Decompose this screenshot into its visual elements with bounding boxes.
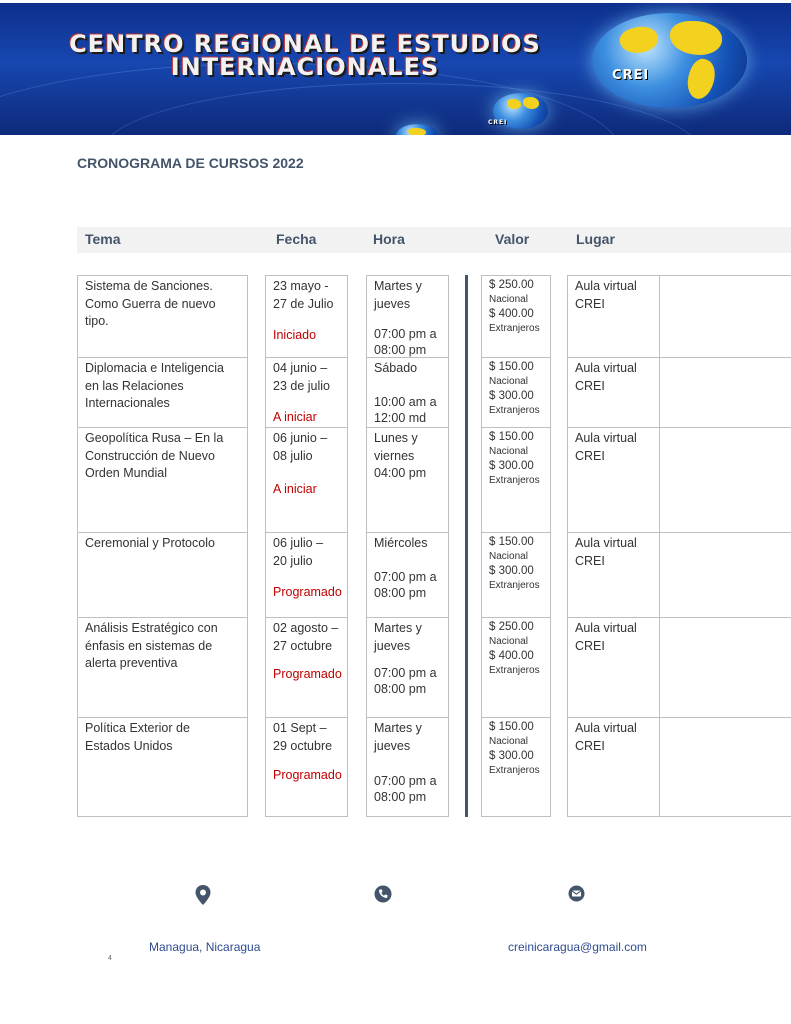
- row-separator: [567, 357, 791, 358]
- course-topic: [85, 278, 216, 331]
- course-status: Programado: [273, 768, 342, 782]
- course-status: A iniciar: [273, 482, 317, 496]
- course-location-line: CREI: [575, 378, 605, 393]
- course-location: [575, 535, 637, 570]
- table-header-bar: [77, 227, 791, 253]
- row-separator: [481, 617, 551, 618]
- course-location-line: Aula virtual: [575, 431, 637, 445]
- course-dates-line: 01 Sept –: [273, 721, 327, 735]
- course-dates-line: 23 mayo -: [273, 279, 329, 293]
- course-time-line: 12:00 md: [374, 411, 427, 425]
- course-days-line: jueves: [374, 738, 411, 753]
- course-topic: [85, 430, 223, 483]
- course-days: [374, 720, 422, 755]
- course-days-line: Martes y: [374, 279, 422, 293]
- header-lugar: Lugar: [576, 231, 615, 247]
- course-topic: [85, 620, 218, 673]
- course-topic: [85, 535, 215, 553]
- course-location-line: CREI: [575, 553, 605, 568]
- course-dates-line: 06 junio –: [273, 431, 328, 445]
- course-days: [374, 430, 426, 483]
- row-separator: [567, 717, 791, 718]
- course-price: [489, 720, 540, 778]
- price-national-label: Nacional: [489, 736, 528, 747]
- course-time-line: 08:00 pm: [374, 790, 427, 804]
- row-separator: [265, 427, 348, 428]
- price-national: $ 150.00: [489, 361, 534, 373]
- course-location: [575, 720, 637, 755]
- price-national: $ 150.00: [489, 536, 534, 548]
- globe-land: [670, 21, 722, 55]
- course-time: [374, 665, 437, 697]
- price-foreign: $ 300.00: [489, 460, 534, 472]
- course-time-line: 10:00 am a: [374, 395, 437, 409]
- price-foreign: $ 300.00: [489, 750, 534, 762]
- course-location-line: CREI: [575, 738, 605, 753]
- course-time-line: 08:00 pm: [374, 586, 427, 600]
- course-dates-line: 27 octubre: [273, 638, 333, 653]
- globe-land: [523, 97, 539, 109]
- course-dates: [273, 535, 323, 570]
- map-pin-icon: [194, 884, 212, 911]
- course-days: [374, 360, 417, 378]
- course-location-line: Aula virtual: [575, 621, 637, 635]
- course-location-line: CREI: [575, 296, 605, 311]
- globe-land: [507, 99, 521, 109]
- price-foreign-label: Extranjeros: [489, 405, 540, 416]
- course-days-line: viernes: [374, 448, 415, 463]
- price-national: $ 150.00: [489, 721, 534, 733]
- course-days: [374, 278, 422, 313]
- header-valor: Valor: [495, 231, 530, 247]
- price-foreign: $ 300.00: [489, 390, 534, 402]
- logo-text: CREI: [612, 68, 650, 83]
- price-foreign-label: Extranjeros: [489, 475, 540, 486]
- price-foreign: $ 400.00: [489, 308, 534, 320]
- price-foreign-label: Extranjeros: [489, 765, 540, 776]
- course-time-line: 07:00 pm a: [374, 570, 437, 584]
- course-dates: [273, 278, 333, 313]
- price-national-label: Nacional: [489, 294, 528, 305]
- course-days-line: jueves: [374, 638, 411, 653]
- course-time-line: 07:00 pm a: [374, 774, 437, 788]
- course-time-line: 07:00 pm a: [374, 327, 437, 341]
- course-dates: [273, 430, 327, 465]
- row-separator: [77, 532, 248, 533]
- row-separator: [265, 717, 348, 718]
- course-days-line: 04:00 pm: [374, 466, 427, 480]
- price-national-label: Nacional: [489, 551, 528, 562]
- globe-land: [682, 56, 720, 102]
- email-icon: [568, 885, 585, 907]
- row-separator: [265, 357, 348, 358]
- globe-land: [617, 23, 660, 58]
- course-time-line: 08:00 pm: [374, 682, 427, 696]
- header-fecha: Fecha: [276, 231, 317, 247]
- row-separator: [481, 717, 551, 718]
- course-topic-line: Sistema de Sanciones.: [85, 279, 213, 293]
- phone-icon: [374, 885, 392, 908]
- course-dates-line: 23 de julio: [273, 378, 330, 393]
- row-separator: [366, 532, 449, 533]
- course-dates-line: 27 de Julio: [273, 296, 334, 311]
- price-foreign-label: Extranjeros: [489, 665, 540, 676]
- course-time: [374, 326, 437, 358]
- price-national-label: Nacional: [489, 636, 528, 647]
- course-topic-line: alerta preventiva: [85, 656, 178, 670]
- course-status: A iniciar: [273, 410, 317, 424]
- course-location: [575, 430, 637, 465]
- course-location-line: Aula virtual: [575, 279, 637, 293]
- course-price: [489, 430, 540, 488]
- course-price: [489, 620, 540, 678]
- course-topic-line: en las Relaciones: [85, 378, 184, 393]
- row-separator: [77, 357, 248, 358]
- course-topic-line: énfasis en sistemas de: [85, 638, 213, 653]
- course-time: [374, 394, 437, 426]
- banner-title-line2: INTERNACIONALES: [170, 53, 440, 81]
- row-separator: [366, 427, 449, 428]
- banner-title-line1: CENTRO REGIONAL DE ESTUDIOS: [69, 30, 541, 58]
- course-status: Programado: [273, 667, 342, 681]
- price-national-label: Nacional: [489, 446, 528, 457]
- course-price: [489, 278, 540, 336]
- course-days: [374, 620, 422, 655]
- row-separator: [77, 717, 248, 718]
- course-dates-line: 29 octubre: [273, 738, 333, 753]
- course-days-line: Lunes y: [374, 431, 418, 445]
- course-topic-line: Política Exterior de: [85, 721, 190, 735]
- email-link[interactable]: creinicaragua@gmail.com: [508, 940, 647, 954]
- course-status: Programado: [273, 585, 342, 599]
- row-separator: [567, 532, 791, 533]
- course-topic-line: Como Guerra de nuevo: [85, 296, 216, 311]
- course-time-line: 08:00 pm: [374, 343, 427, 357]
- row-separator: [77, 427, 248, 428]
- course-days: [374, 535, 428, 553]
- row-separator: [265, 617, 348, 618]
- price-national: $ 150.00: [489, 431, 534, 443]
- row-separator: [366, 617, 449, 618]
- row-separator: [567, 617, 791, 618]
- course-location: [575, 360, 637, 395]
- course-dates: [273, 620, 338, 655]
- price-national: $ 250.00: [489, 621, 534, 633]
- course-time: [374, 569, 437, 601]
- header-banner: [0, 3, 791, 135]
- course-topic-line: Internacionales: [85, 396, 170, 410]
- course-location-line: Aula virtual: [575, 536, 637, 550]
- location-text: Managua, Nicaragua: [149, 940, 261, 954]
- row-separator: [481, 427, 551, 428]
- price-foreign-label: Extranjeros: [489, 580, 540, 591]
- globe-land: [408, 128, 426, 135]
- course-dates: [273, 360, 330, 395]
- course-topic-line: Análisis Estratégico con: [85, 621, 218, 635]
- course-topic-line: tipo.: [85, 314, 109, 328]
- course-location: [575, 278, 637, 313]
- page-title: CRONOGRAMA DE CURSOS 2022: [77, 155, 304, 171]
- course-dates-line: 06 julio –: [273, 536, 324, 550]
- vertical-divider-bar: [465, 275, 468, 817]
- course-topic-line: Diplomacia e Inteligencia: [85, 361, 224, 375]
- page-mark: 4: [108, 955, 112, 962]
- course-days-line: jueves: [374, 296, 411, 311]
- row-separator: [366, 717, 449, 718]
- course-topic-line: Ceremonial y Protocolo: [85, 536, 215, 550]
- row-separator: [481, 357, 551, 358]
- course-days-line: Sábado: [374, 361, 418, 375]
- row-separator: [481, 532, 551, 533]
- globe-logo-icon: [592, 13, 747, 108]
- course-dates-line: 04 junio –: [273, 361, 328, 375]
- header-hora: Hora: [373, 231, 405, 247]
- course-dates: [273, 720, 332, 755]
- course-time: [374, 773, 437, 805]
- course-topic-line: Orden Mundial: [85, 466, 167, 480]
- price-national: $ 250.00: [489, 279, 534, 291]
- course-dates-line: 20 julio: [273, 553, 313, 568]
- course-location-line: CREI: [575, 448, 605, 463]
- row-separator: [567, 427, 791, 428]
- price-foreign: $ 400.00: [489, 650, 534, 662]
- course-dates-line: 02 agosto –: [273, 621, 339, 635]
- course-topic: [85, 360, 224, 413]
- price-foreign-label: Extranjeros: [489, 323, 540, 334]
- price-national-label: Nacional: [489, 376, 528, 387]
- course-dates-line: 08 julio: [273, 448, 313, 463]
- course-location-line: Aula virtual: [575, 721, 637, 735]
- course-topic: [85, 720, 190, 755]
- price-foreign: $ 300.00: [489, 565, 534, 577]
- row-separator: [77, 617, 248, 618]
- row-separator: [265, 532, 348, 533]
- course-days-line: Martes y: [374, 621, 422, 635]
- logo-text-small: CREI: [488, 119, 508, 126]
- course-days-line: Martes y: [374, 721, 422, 735]
- course-location-line: CREI: [575, 638, 605, 653]
- course-status: Iniciado: [273, 328, 317, 342]
- course-price: [489, 360, 540, 418]
- course-location-line: Aula virtual: [575, 361, 637, 375]
- header-tema: Tema: [85, 231, 121, 247]
- course-topic-line: Geopolítica Rusa – En la: [85, 431, 224, 445]
- course-topic-line: Construcción de Nuevo: [85, 448, 215, 463]
- course-topic-line: Estados Unidos: [85, 738, 173, 753]
- course-days-line: Miércoles: [374, 536, 428, 550]
- course-location: [575, 620, 637, 655]
- course-time-line: 07:00 pm a: [374, 666, 437, 680]
- course-price: [489, 535, 540, 593]
